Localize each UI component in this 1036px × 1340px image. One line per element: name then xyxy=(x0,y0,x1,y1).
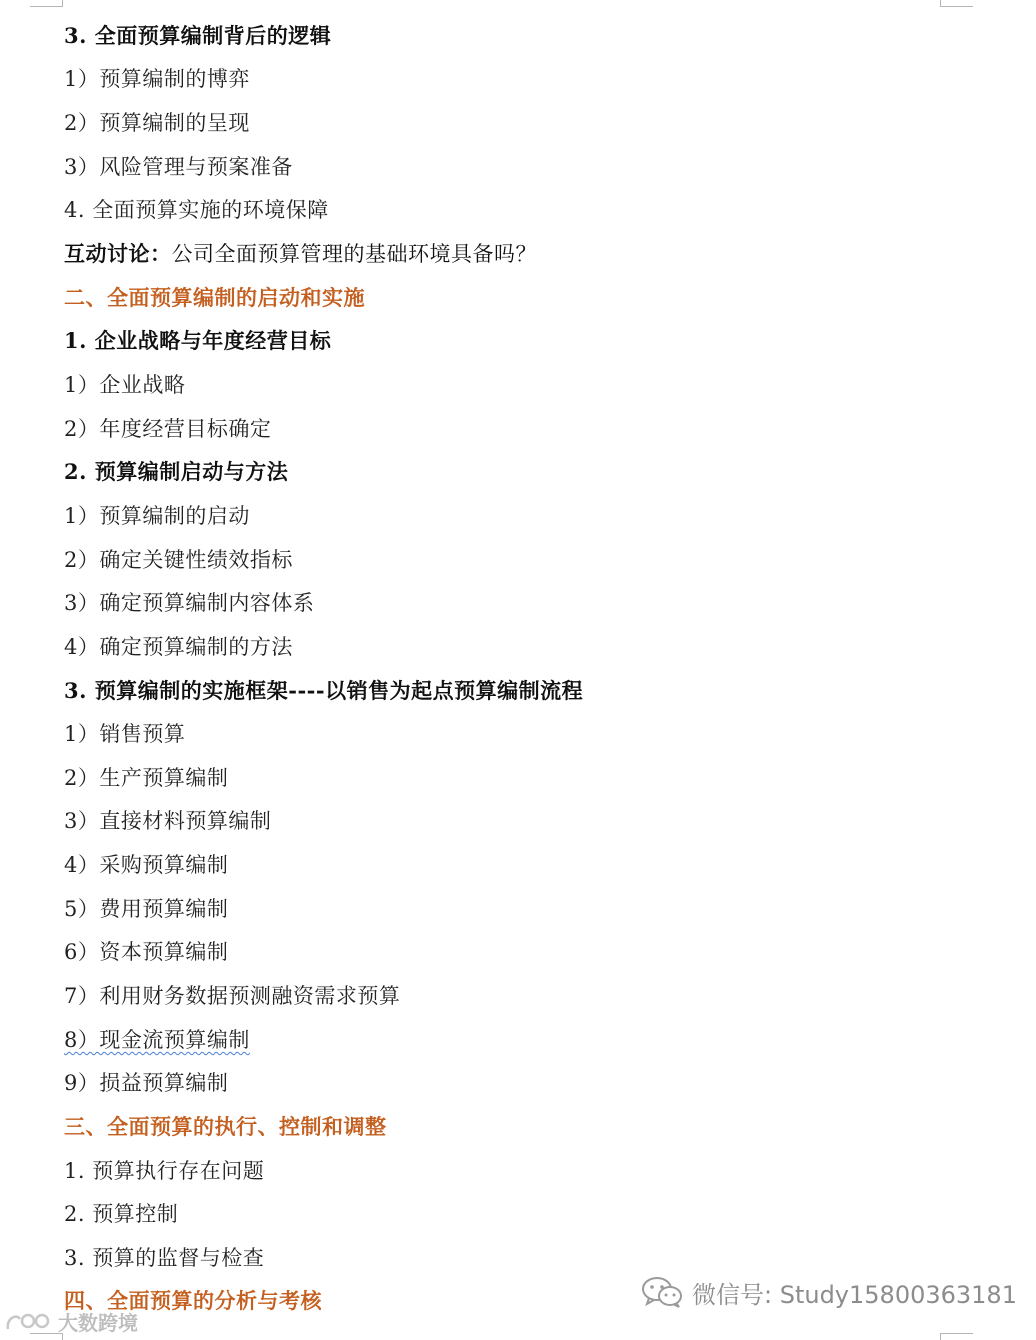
outline-item: 1）预算编制的启动 xyxy=(64,504,250,528)
crop-mark-top-right xyxy=(940,0,973,7)
wechat-watermark xyxy=(640,1272,1017,1312)
outline-item: 3）直接材料预算编制 xyxy=(64,809,272,833)
outline-heading: 1. 企业战略与年度经营目标 xyxy=(64,328,332,353)
outline-item: 1）预算编制的博弈 xyxy=(64,67,250,91)
brand-text: 大数跨境 xyxy=(58,1310,138,1335)
wechat-icon xyxy=(640,1275,684,1309)
outline-item: 4）确定预算编制的方法 xyxy=(64,635,293,659)
brand-watermark xyxy=(4,1306,138,1336)
discussion-question: 公司全面预算管理的基础环境具备吗？ xyxy=(171,242,537,266)
outline-item: 2）预算编制的呈现 xyxy=(64,111,250,135)
outline-item: 2）生产预算编制 xyxy=(64,766,229,790)
outline-item: 2）确定关键性绩效指标 xyxy=(64,548,293,572)
outline-item: 3）确定预算编制内容体系 xyxy=(64,591,315,615)
section-heading: 三、全面预算的执行、控制和调整 xyxy=(64,1114,387,1139)
outline-heading: 3. 预算编制的实施框架----以销售为起点预算编制流程 xyxy=(64,678,584,703)
outline-item: 7）利用财务数据预测融资需求预算 xyxy=(64,984,401,1008)
section-heading: 二、全面预算编制的启动和实施 xyxy=(64,285,365,310)
outline-item: 3）风险管理与预案准备 xyxy=(64,155,293,179)
outline-item: 1. 预算执行存在问题 xyxy=(64,1159,265,1183)
section-heading: 四、全面预算的分析与考核 xyxy=(64,1288,322,1313)
discussion-label: 互动讨论： xyxy=(64,241,172,266)
outline-item: 3. 预算的监督与检查 xyxy=(64,1246,265,1270)
wechat-id-text: 微信号: Study15800363181 xyxy=(692,1280,1017,1309)
outline-item: 9）损益预算编制 xyxy=(64,1071,229,1095)
outline-item: 6）资本预算编制 xyxy=(64,940,229,964)
crop-mark-top-left xyxy=(30,0,63,7)
outline-item: 5）费用预算编制 xyxy=(64,897,229,921)
outline-heading: 3. 全面预算编制背后的逻辑 xyxy=(64,23,332,48)
outline-item: 1）企业战略 xyxy=(64,373,186,397)
outline-item: 8）现金流预算编制 xyxy=(64,1028,250,1052)
outline-item: 4）采购预算编制 xyxy=(64,853,229,877)
outline-item: 4. 全面预算实施的环境保障 xyxy=(64,198,329,222)
outline-item: 2. 预算控制 xyxy=(64,1202,179,1226)
outline-heading: 2. 预算编制启动与方法 xyxy=(64,459,289,484)
brand-logo-icon xyxy=(4,1309,54,1333)
outline-item: 2）年度经营目标确定 xyxy=(64,417,272,441)
discussion-line xyxy=(64,239,537,269)
outline-item: 1）销售预算 xyxy=(64,722,186,746)
